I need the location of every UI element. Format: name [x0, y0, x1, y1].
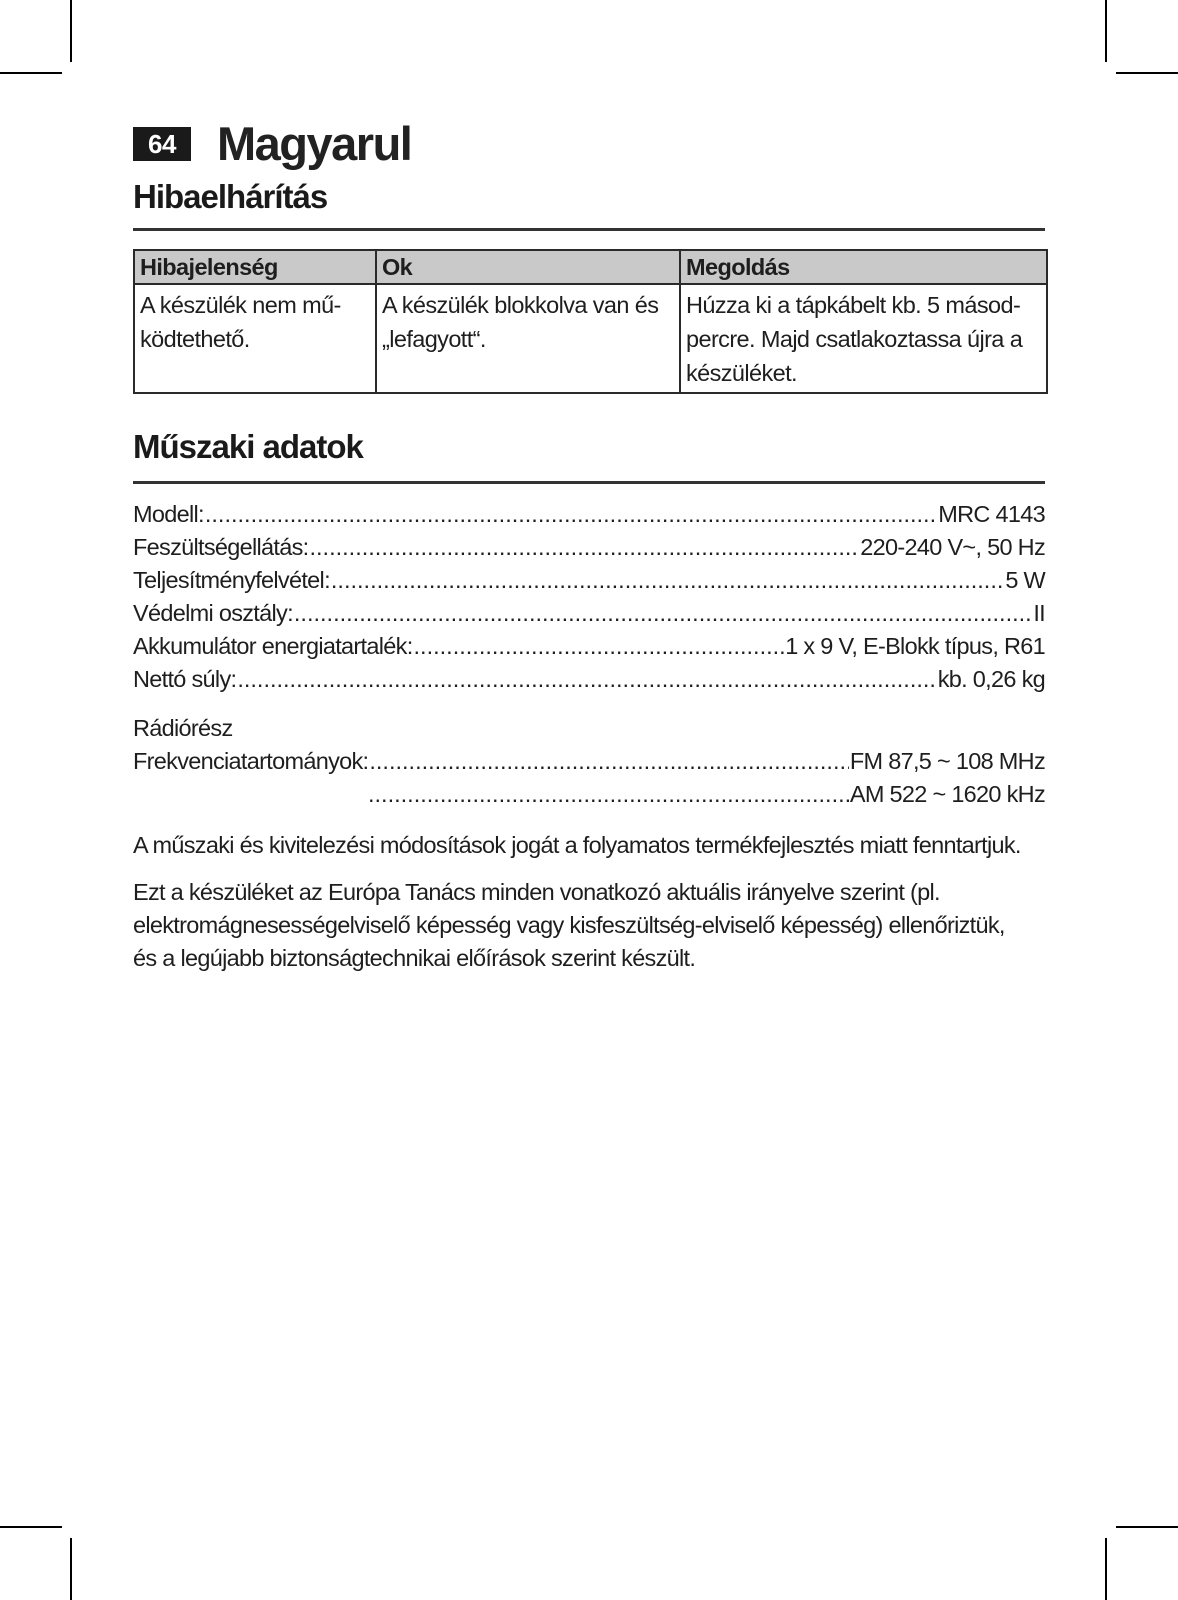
spec-row-model [133, 498, 1045, 531]
spec-label: Védelmi osztály: [133, 600, 293, 626]
column-header-solution: Megoldás [680, 250, 1047, 284]
spec-row-battery-backup [133, 630, 1045, 663]
spec-label: Akkumulátor energiatartalék: [133, 633, 413, 659]
spec-value: II [1033, 600, 1045, 626]
table-header-row [134, 250, 1047, 284]
spec-value: FM 87,5 ~ 108 MHz [849, 748, 1045, 774]
spec-value: 1 x 9 V, E-Blokk típus, R61 [785, 633, 1045, 659]
section-rule [133, 228, 1045, 231]
crop-mark [70, 1538, 72, 1600]
spec-value: kb. 0,26 kg [937, 666, 1045, 692]
dot-leader [368, 778, 849, 811]
page-header [133, 116, 411, 172]
language-title: Magyarul [217, 117, 412, 170]
dot-leader [414, 630, 785, 663]
spec-value: AM 522 ~ 1620 kHz [849, 781, 1045, 807]
crop-mark [70, 0, 72, 62]
spec-label: Frekvenciatartományok: [133, 748, 369, 774]
dot-leader [205, 498, 937, 531]
spec-list [133, 498, 1045, 811]
spec-label: Teljesítményfelvétel: [133, 567, 330, 593]
cause-cell: A készülék blokkolva van és „lefagyott“. [376, 284, 680, 393]
troubleshooting-table [133, 249, 1048, 394]
spec-row-protection-class [133, 597, 1045, 630]
spec-value: MRC 4143 [938, 501, 1045, 527]
crop-mark [1105, 1538, 1107, 1600]
spec-label: Nettó súly: [133, 666, 237, 692]
column-header-symptom: Hibajelenség [134, 250, 376, 284]
spec-row-net-weight [133, 663, 1045, 696]
troubleshooting-title: Hibaelhárítás [133, 178, 328, 215]
technical-data-title: Műszaki adatok [133, 428, 363, 465]
crop-mark [0, 72, 62, 74]
radio-section-title: Rádiórész [133, 715, 233, 741]
compliance-notice: Ezt a készüléket az Európa Tanács minden vonatkozó aktuális irányelve szerint (pl. elektromágnesességelviselő képesség vagy kisfeszültség-elviselő képesség) ellenőriztük, és a legújabb biztonságtechnikai előírások szerint készült. [133, 879, 1005, 971]
section-rule [133, 481, 1045, 484]
crop-mark [1116, 1526, 1178, 1528]
symptom-cell: A készülék nem mű- ködtethető. [134, 284, 376, 393]
spec-row-frequency-fm [133, 745, 1045, 778]
dot-leader [369, 745, 849, 778]
modification-notice: A műszaki és kivitelezési módosítások jogát a folyamatos termékfejlesztés miatt fenntartjuk. [133, 832, 1021, 858]
dot-leader [294, 597, 1032, 630]
crop-mark [1116, 72, 1178, 74]
crop-mark [1105, 0, 1107, 62]
dot-leader [310, 531, 860, 564]
page-number: 64 [133, 127, 191, 161]
spec-label: Modell: [133, 501, 204, 527]
column-header-cause: Ok [376, 250, 680, 284]
solution-cell: Húzza ki a tápkábelt kb. 5 másod- percre. Majd csatlakoztassa újra a készüléket. [680, 284, 1047, 393]
spec-row-power-consumption [133, 564, 1045, 597]
spec-value: 220-240 V~, 50 Hz [860, 534, 1045, 560]
dot-leader [331, 564, 1004, 597]
spec-row-frequency-am [133, 778, 1045, 811]
spec-row-power-supply [133, 531, 1045, 564]
spec-value: 5 W [1005, 567, 1045, 593]
crop-mark [0, 1526, 62, 1528]
table-row [134, 284, 1047, 393]
spec-label: Feszültségellátás: [133, 534, 309, 560]
dot-leader [237, 663, 936, 696]
